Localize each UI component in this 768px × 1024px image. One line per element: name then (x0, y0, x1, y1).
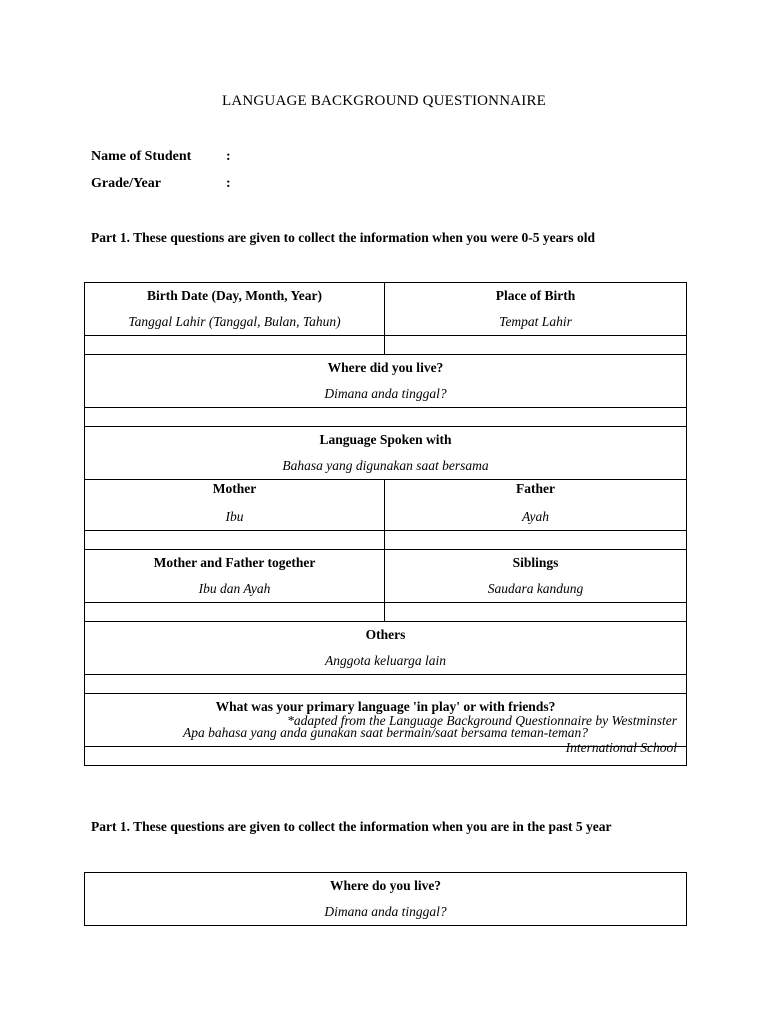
language-spoken-label-id: Bahasa yang digunakan saat bersama (282, 458, 489, 473)
together-cell (85, 550, 385, 603)
siblings-answer[interactable] (385, 603, 687, 622)
part2-table (84, 872, 687, 926)
where-live-label: Where did you live? (327, 360, 444, 375)
father-label: Father (516, 481, 555, 496)
where-do-you-live-label-id: Dimana anda tinggal? (324, 904, 447, 919)
birth-date-label: Birth Date (Day, Month, Year) (147, 288, 322, 303)
name-colon: : (226, 149, 231, 164)
father-cell (385, 480, 687, 531)
siblings-label: Siblings (512, 555, 559, 570)
father-answer[interactable] (385, 531, 687, 550)
play-language-label: What was your primary language 'in play' or with friends? (215, 699, 556, 714)
place-of-birth-label: Place of Birth (495, 288, 576, 303)
where-do-you-live-label: Where do you live? (329, 878, 442, 893)
others-label-id: Anggota keluarga lain (325, 653, 446, 668)
name-of-student-label: Name of Student (91, 149, 192, 164)
play-language-label-id: Apa bahasa yang anda gunakan saat bermain/saat bersama teman-teman? (183, 725, 588, 740)
together-label-id: Ibu dan Ayah (198, 581, 271, 596)
others-answer[interactable] (85, 675, 687, 694)
part2-heading: Part 1. These questions are given to collect the information when you are in the past 5 year (91, 819, 612, 834)
language-spoken-label: Language Spoken with (319, 432, 452, 447)
birth-date-answer[interactable] (85, 336, 385, 355)
place-of-birth-answer[interactable] (385, 336, 687, 355)
mother-label-id: Ibu (225, 509, 244, 524)
mother-label: Mother (212, 481, 257, 496)
language-spoken-cell (85, 427, 687, 480)
others-cell (85, 622, 687, 675)
mother-cell (85, 480, 385, 531)
birth-date-cell (85, 283, 385, 336)
together-label: Mother and Father together (153, 555, 316, 570)
adapted-note-line2: International School (565, 740, 677, 755)
siblings-cell (385, 550, 687, 603)
where-do-you-live-cell (85, 873, 687, 926)
father-label-id: Ayah (522, 509, 549, 524)
together-answer[interactable] (85, 603, 385, 622)
siblings-label-id: Saudara kandung (487, 581, 584, 596)
grade-colon: : (226, 176, 231, 191)
where-live-cell (85, 355, 687, 408)
adapted-note-line1: *adapted from the Language Background Questionnaire by Westminster (287, 713, 677, 728)
place-of-birth-label-id: Tempat Lahir (499, 314, 572, 329)
page-title: LANGUAGE BACKGROUND QUESTIONNAIRE (221, 93, 547, 109)
birth-date-label-id: Tanggal Lahir (Tanggal, Bulan, Tahun) (128, 314, 341, 329)
part1-heading: Part 1. These questions are given to collect the information when you were 0-5 years old (91, 230, 595, 245)
mother-answer[interactable] (85, 531, 385, 550)
where-live-label-id: Dimana anda tinggal? (324, 386, 447, 401)
where-live-answer[interactable] (85, 408, 687, 427)
others-label: Others (365, 627, 406, 642)
place-of-birth-cell (385, 283, 687, 336)
grade-year-label: Grade/Year (91, 176, 161, 191)
part1-table (84, 282, 687, 766)
